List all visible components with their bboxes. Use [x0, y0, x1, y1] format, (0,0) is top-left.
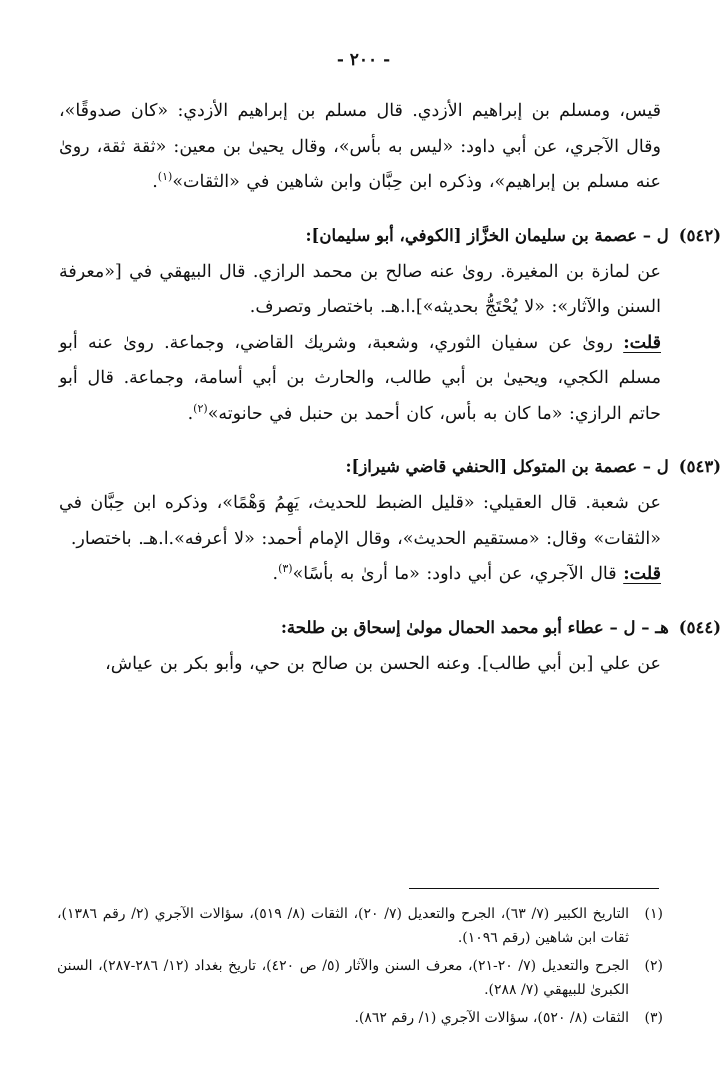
footnote-number: (٣)	[644, 1010, 663, 1026]
entry-number: (٥٤٤)	[678, 617, 721, 637]
entry-body-text: عن لمازة بن المغيرة. روىٰ عنه صالح بن محمد الرازي. قال البيهقي في [«معرفة السنن والآثار»: «لا يُحْتَجُّ بحديثه»].ا.هـ. باختصار وتصرف.	[59, 261, 661, 317]
footnote-ref[interactable]: (٣)	[278, 562, 293, 576]
footnotes	[57, 902, 663, 1034]
footnote-number: (١)	[644, 906, 663, 922]
footnote-ref[interactable]: (١)	[157, 170, 173, 184]
page-number: - ٢٠٠ -	[336, 50, 391, 70]
entry-heading	[59, 613, 721, 643]
intro-paragraph	[59, 94, 661, 201]
intro-end: .	[152, 172, 158, 192]
qult-text: قال الآجري، عن أبي داود: «ما أرىٰ به بأسًا»	[292, 564, 624, 584]
entry-heading	[59, 221, 721, 251]
main-text	[59, 94, 721, 682]
entry-body	[59, 647, 661, 683]
entry-body-text: عن علي [بن أبي طالب]. وعنه الحسن بن صالح بن حي، وأبو بكر بن عياش،	[105, 653, 661, 674]
entry-title: ل – عصمة بن سليمان الخزَّاز [الكوفي، أبو سليمان]:	[305, 225, 669, 245]
entry-title: ل – عصمة بن المتوكل [الحنفي قاضي شيراز]:	[345, 457, 669, 476]
footnote	[57, 1006, 663, 1030]
intro-text: قيس، ومسلم بن إبراهيم الأزدي. قال مسلم بن إبراهيم الأزدي: «كان صدوقًا»، وقال الآجري، عن أبي داود: «ليس به بأس»، وقال يحيىٰ بن معين: «ثقة ثقة، روىٰ عنه مسلم بن إبراهيم»، وذكره ابن حِبَّان وابن شاهين في «الثقات»	[59, 101, 661, 192]
entry-title: هـ – ل – عطاء أبو محمد الحمال مولىٰ إسحاق بن طلحة:	[280, 617, 669, 637]
qult-label: قلت:	[623, 564, 661, 584]
qult-label: قلت:	[623, 332, 661, 353]
footnote	[57, 954, 663, 1002]
footnote-separator	[409, 888, 659, 889]
entry-body	[59, 486, 661, 593]
entry-543	[59, 452, 721, 593]
entry-body-text: عن شعبة. قال العقيلي: «قليل الضبط للحديث، يَهِمُ وَهْمًا»، وذكره ابن حِبَّان في «الثقات» وقال: «مستقيم الحديث»، وقال الإمام أحمد: «لا أعرفه».ا.هـ. باختصار.	[59, 493, 661, 549]
footnote	[57, 902, 663, 950]
entry-number: (٥٤٢)	[678, 225, 721, 245]
entry-end: .	[272, 564, 279, 584]
entry-end: .	[187, 403, 194, 424]
entry-heading	[59, 452, 721, 482]
footnote-text: الثقات (٨/ ٥٢٠)، سؤالات الآجري (١/ رقم ٨٦٢).	[354, 1010, 629, 1026]
footnote-number: (٢)	[644, 958, 663, 974]
footnote-ref[interactable]: (٢)	[193, 401, 208, 415]
qult-text: روىٰ عن سفيان الثوري، وشعبة، وشريك القاضي، وجماعة. روىٰ عنه أبو مسلم الكجي، ويحيىٰ بن أبي طالب، والحارث بن أبي أسامة، وجماعة. قال أبو حاتم الرازي: «ما كان به بأس، كان أحمد بن حنبل في حانوته»	[59, 332, 661, 424]
entry-body	[59, 255, 661, 433]
footnote-text: الجرح والتعديل (٧/ ٢٠-٢١)، معرف السنن والآثار (٥/ ص ٤٢٠)، تاريخ بغداد (١٢/ ٢٨٦-٢٨٧)، السنن الكبرىٰ للبيهقي (٧/ ٢٨٨).	[57, 958, 630, 998]
entry-542	[59, 221, 721, 433]
footnote-text: التاريخ الكبير (٧/ ٦٣)، الجرح والتعديل (٧/ ٢٠)، الثقات (٨/ ٥١٩)، سؤالات الآجري (٢/ رقم ١٣٨٦)، ثقات ابن شاهين (رقم ١٠٩٦).	[57, 906, 630, 946]
entry-544	[59, 613, 721, 683]
entry-number: (٥٤٣)	[678, 457, 721, 476]
